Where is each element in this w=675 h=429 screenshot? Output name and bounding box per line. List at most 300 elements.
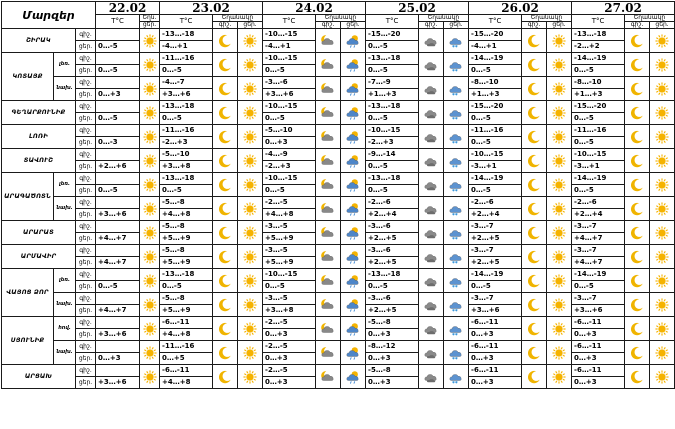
temp-day: +3…+6	[572, 305, 625, 317]
sun-icon	[140, 317, 160, 341]
moon-icon	[213, 77, 238, 101]
header-row-dates	[2, 2, 675, 15]
region-name: ԼՈՌԻ	[2, 125, 76, 149]
svg-text:✱✱: ✱✱	[452, 116, 458, 121]
temp-label: T°C	[160, 15, 213, 29]
temp-night	[96, 197, 140, 209]
temp-night: -2…-5	[263, 197, 316, 209]
temp-day: 0…-5	[160, 113, 213, 125]
temp-day: 0…+3	[263, 353, 316, 365]
temp-night: -5…-8	[160, 221, 213, 233]
cloud-icon	[419, 221, 444, 245]
temp-day: +3…+6	[469, 305, 522, 317]
temp-night: -11…-16	[469, 125, 522, 137]
moon-icon	[625, 29, 650, 53]
day-label: ցեր.	[76, 209, 96, 221]
moon-icon	[213, 29, 238, 53]
moon-icon	[522, 53, 547, 77]
temp-day: 0…-5	[96, 41, 140, 53]
temp-day: 0…-5	[366, 113, 419, 125]
moon-icon	[213, 269, 238, 293]
temp-night: -5…-8	[160, 293, 213, 305]
weather-label: Եղանակը	[316, 15, 366, 22]
moon-icon	[522, 101, 547, 125]
region-name: ԿՈՏԱՅՔ	[2, 53, 54, 101]
temp-day: +2…+5	[366, 305, 419, 317]
date-header: 22.02	[96, 2, 160, 15]
day-label: ցեր.	[76, 329, 96, 341]
day-label: ցեր.	[76, 281, 96, 293]
temp-night: -2…-5	[263, 365, 316, 377]
temp-night: -3…-5	[263, 245, 316, 257]
temp-day: +4…+8	[263, 209, 316, 221]
temp-day: +4…+7	[96, 305, 140, 317]
temp-night: -15…-20	[572, 101, 625, 113]
day-label: ցեր.	[76, 113, 96, 125]
sun-icon	[238, 149, 263, 173]
cloudsun-rain-icon	[341, 53, 366, 77]
temp-day: 0…+3	[366, 353, 419, 365]
forecast-row-night	[2, 53, 675, 65]
temp-day: +2…+6	[96, 161, 140, 173]
sun-icon	[140, 77, 160, 101]
sun-icon	[547, 365, 572, 389]
temp-day: +4…+7	[96, 257, 140, 269]
temp-day: -2…+2	[572, 41, 625, 53]
night-label: գիշ.	[76, 221, 96, 233]
temp-night: -5…-8	[160, 197, 213, 209]
temp-day: +1…+3	[572, 89, 625, 101]
moon-icon	[213, 173, 238, 197]
date-header: 24.02	[263, 2, 366, 15]
temp-day: 0…-5	[469, 113, 522, 125]
weather-label: Եղանակը	[419, 15, 469, 22]
night-label: գիշ.	[76, 125, 96, 137]
temp-night: -3…-7	[469, 221, 522, 233]
sun-icon	[140, 197, 160, 221]
temp-day: 0…-5	[96, 281, 140, 293]
temp-night: -2…-6	[572, 197, 625, 209]
weather-label: Եղանակը	[213, 15, 263, 22]
temp-day: 0…-5	[160, 281, 213, 293]
sun-icon	[140, 269, 160, 293]
sun-icon	[238, 77, 263, 101]
sun-icon	[650, 245, 675, 269]
cloudsun-rain-icon	[341, 101, 366, 125]
date-header: 27.02	[572, 2, 675, 15]
cloudsnow-icon	[444, 101, 469, 125]
temp-night	[96, 53, 140, 65]
cloudsnow-icon	[444, 77, 469, 101]
sun-icon	[238, 269, 263, 293]
svg-text:✱✱: ✱✱	[452, 260, 458, 265]
moon-icon	[213, 365, 238, 389]
temp-night: -4…-9	[263, 149, 316, 161]
sun-icon	[140, 53, 160, 77]
forecast-row-night	[2, 269, 675, 281]
temp-day: +2…+5	[469, 233, 522, 245]
temp-night: -10…-15	[263, 101, 316, 113]
temp-day: 0…-5	[263, 185, 316, 197]
subregion-name: հով.	[54, 317, 76, 341]
moon-icon	[522, 173, 547, 197]
moon-icon	[625, 341, 650, 365]
temp-night	[96, 365, 140, 377]
moon-icon	[625, 53, 650, 77]
temp-day: 0…-5	[366, 65, 419, 77]
temp-day: +4…+7	[96, 233, 140, 245]
day-label: ցեր.	[238, 22, 263, 29]
cloudsnow-icon	[444, 221, 469, 245]
forecast-row-night	[2, 341, 675, 353]
day-label: ցեր.	[76, 185, 96, 197]
sun-icon	[238, 317, 263, 341]
temp-night: -6…-11	[160, 365, 213, 377]
temp-night: -6…-11	[160, 317, 213, 329]
sun-icon	[140, 101, 160, 125]
temp-night: -14…-19	[469, 173, 522, 185]
day-label: ցեր.	[547, 22, 572, 29]
temp-night: -3…-6	[366, 221, 419, 233]
svg-text:✱✱: ✱✱	[452, 308, 458, 313]
temp-night: -6…-11	[572, 341, 625, 353]
sun-icon	[238, 173, 263, 197]
sun-icon	[547, 221, 572, 245]
cloudsun-rain-icon	[341, 77, 366, 101]
svg-text:✱✱: ✱✱	[452, 44, 458, 49]
cloud-icon	[419, 149, 444, 173]
pcloud-icon	[316, 317, 341, 341]
sun-icon	[650, 221, 675, 245]
forecast-row-night	[2, 149, 675, 161]
moon-icon	[213, 245, 238, 269]
temp-day: +5…+9	[160, 257, 213, 269]
night-label: գիշ.	[76, 365, 96, 377]
moon-icon	[522, 221, 547, 245]
temp-day: 0…+3	[263, 137, 316, 149]
sun-icon	[140, 365, 160, 389]
sun-icon	[140, 245, 160, 269]
sun-icon	[650, 125, 675, 149]
cloudsun-rain-icon	[341, 173, 366, 197]
sun-icon	[650, 29, 675, 53]
region-name: ՍՅՈՒՆԻՔ	[2, 317, 54, 365]
temp-label: T°C	[263, 15, 316, 29]
temp-day: 0…-3	[96, 137, 140, 149]
day-label: ցեր.	[444, 22, 469, 29]
temp-night: -14…-19	[572, 53, 625, 65]
forecast-row-night	[2, 125, 675, 137]
temp-day: 0…+3	[263, 377, 316, 389]
temp-label: T°C	[366, 15, 419, 29]
temp-night	[96, 173, 140, 185]
temp-night: -13…-18	[160, 101, 213, 113]
sun-icon	[650, 53, 675, 77]
cloudsun-rain-icon	[341, 317, 366, 341]
temp-day: 0…-5	[469, 65, 522, 77]
forecast-row-night	[2, 77, 675, 89]
moon-icon	[213, 125, 238, 149]
moon-icon	[522, 269, 547, 293]
temp-day: 0…-5	[469, 281, 522, 293]
moon-icon	[213, 101, 238, 125]
date-header: 25.02	[366, 2, 469, 15]
temp-night: -14…-19	[469, 53, 522, 65]
moon-icon	[625, 221, 650, 245]
sun-icon	[140, 173, 160, 197]
temp-day: +2…+5	[366, 257, 419, 269]
sun-icon	[547, 101, 572, 125]
temp-day: 0…-5	[572, 113, 625, 125]
sun-icon	[547, 149, 572, 173]
temp-night	[96, 77, 140, 89]
sun-icon	[238, 341, 263, 365]
temp-night: -3…-7	[469, 293, 522, 305]
sun-icon	[650, 365, 675, 389]
sun-icon	[140, 125, 160, 149]
sun-icon	[547, 53, 572, 77]
temp-night: -11…-16	[160, 53, 213, 65]
temp-day: +1…+3	[366, 89, 419, 101]
temp-label: T°C	[572, 15, 625, 29]
cloudsnow-icon	[444, 317, 469, 341]
moon-icon	[625, 197, 650, 221]
temp-day: -4…+1	[160, 41, 213, 53]
sun-icon	[238, 245, 263, 269]
svg-text:✱✱: ✱✱	[452, 68, 458, 73]
pcloud-icon	[316, 245, 341, 269]
temp-night: -5…-10	[160, 149, 213, 161]
pcloud-icon	[316, 149, 341, 173]
sun-icon	[547, 293, 572, 317]
temp-day: 0…+3	[263, 329, 316, 341]
pcloud-icon	[316, 101, 341, 125]
sun-icon	[547, 245, 572, 269]
moon-icon	[522, 29, 547, 53]
temp-day: +5…+9	[263, 257, 316, 269]
temp-night: -14…-19	[572, 173, 625, 185]
night-label: գիշ.	[76, 101, 96, 113]
temp-day: -3…+1	[572, 161, 625, 173]
temp-night: -3…-7	[572, 221, 625, 233]
temp-day: +3…+8	[160, 161, 213, 173]
temp-night: -15…-20	[469, 29, 522, 41]
cloudsnow-icon	[444, 149, 469, 173]
moon-icon	[625, 101, 650, 125]
temp-day: +3…+6	[263, 89, 316, 101]
subregion-name: նախ.	[54, 197, 76, 221]
temp-day: 0…-5	[263, 281, 316, 293]
day-label: ցեր.	[76, 257, 96, 269]
temp-day: 0…-5	[572, 185, 625, 197]
sun-icon	[650, 149, 675, 173]
sun-icon	[547, 341, 572, 365]
region-name: ՇԻՐԱԿ	[2, 29, 76, 53]
moon-icon	[625, 317, 650, 341]
temp-night: -3…-6	[263, 77, 316, 89]
sun-icon	[650, 173, 675, 197]
cloud-icon	[419, 173, 444, 197]
cloudsnow-icon	[444, 365, 469, 389]
temp-day: 0…-5	[366, 41, 419, 53]
temp-night: -14…-19	[469, 269, 522, 281]
temp-night: -3…-7	[469, 245, 522, 257]
temp-day: 0…+3	[469, 377, 522, 389]
forecast-row-night	[2, 365, 675, 377]
day-label: ցեր.	[76, 377, 96, 389]
temp-day: -2…+3	[366, 137, 419, 149]
sun-icon	[650, 293, 675, 317]
region-name: ԳԵՂԱՐՔՈՒՆԻՔ	[2, 101, 76, 125]
temp-night: -2…-6	[366, 197, 419, 209]
temp-day: +1…+3	[469, 89, 522, 101]
svg-text:✱✱: ✱✱	[452, 188, 458, 193]
temp-day: +3…+6	[96, 209, 140, 221]
moon-icon	[522, 149, 547, 173]
forecast-row-night	[2, 197, 675, 209]
temp-label: T°C	[96, 15, 140, 29]
cloudsnow-icon	[444, 341, 469, 365]
cloudsun-rain-icon	[341, 149, 366, 173]
temp-night: -15…-20	[366, 29, 419, 41]
night-label: գիշ.	[76, 77, 96, 89]
forecast-row-night	[2, 29, 675, 41]
temp-day: +2…+5	[366, 233, 419, 245]
temp-day: 0…+3	[469, 353, 522, 365]
temp-day: -2…+3	[263, 161, 316, 173]
sun-icon	[238, 365, 263, 389]
temp-day: +4…+8	[160, 377, 213, 389]
temp-day: 0…-5	[572, 281, 625, 293]
svg-text:✱✱: ✱✱	[452, 284, 458, 289]
moon-icon	[625, 173, 650, 197]
temp-night: -5…-8	[366, 365, 419, 377]
cloud-icon	[419, 77, 444, 101]
temp-day: +2…+4	[572, 209, 625, 221]
night-label: գիշ.	[76, 341, 96, 353]
pcloud-icon	[316, 221, 341, 245]
forecast-row-night	[2, 221, 675, 233]
forecast-row-night	[2, 101, 675, 113]
subregion-name: լեռ.	[54, 53, 76, 77]
temp-night: -3…-6	[366, 293, 419, 305]
pcloud-icon	[316, 341, 341, 365]
night-label: գիշ.	[76, 317, 96, 329]
region-name: ԱՐԱԳԱԾՈՏՆ	[2, 173, 54, 221]
cloudsun-rain-icon	[341, 293, 366, 317]
forecast-row-night	[2, 293, 675, 305]
temp-night: -3…-5	[263, 221, 316, 233]
day-label: ցեր.	[76, 65, 96, 77]
subregion-name: նախ.	[54, 341, 76, 365]
temp-day: 0…-5	[366, 185, 419, 197]
cloudsnow-icon	[444, 293, 469, 317]
day-label: ցեր.	[76, 233, 96, 245]
sun-icon	[547, 317, 572, 341]
temp-day: 0…+3	[572, 329, 625, 341]
temp-night: -9…-14	[366, 149, 419, 161]
pcloud-icon	[316, 125, 341, 149]
temp-night	[96, 125, 140, 137]
night-label: գիշ.	[76, 149, 96, 161]
cloudsun-rain-icon	[341, 245, 366, 269]
temp-day: 0…-5	[160, 185, 213, 197]
temp-night: -11…-16	[572, 125, 625, 137]
temp-day: 0…+3	[366, 329, 419, 341]
cloud-icon	[419, 29, 444, 53]
temp-day: 0…+3	[572, 377, 625, 389]
sun-icon	[238, 125, 263, 149]
sun-icon	[650, 341, 675, 365]
cloudsnow-icon	[444, 197, 469, 221]
temp-day: +3…+6	[96, 377, 140, 389]
temp-night: -3…-5	[263, 293, 316, 305]
temp-night: -13…-18	[160, 269, 213, 281]
sun-icon	[140, 221, 160, 245]
temp-night: -6…-11	[572, 317, 625, 329]
moon-icon	[625, 269, 650, 293]
night-label: գիշ.	[522, 22, 547, 29]
temp-day: -4…+1	[263, 41, 316, 53]
sun-icon	[238, 221, 263, 245]
temp-night	[96, 101, 140, 113]
sun-icon	[650, 269, 675, 293]
moon-icon	[522, 125, 547, 149]
svg-text:✱✱: ✱✱	[452, 212, 458, 217]
pcloud-icon	[316, 77, 341, 101]
temp-night: -10…-15	[366, 125, 419, 137]
night-label: գիշ.	[76, 197, 96, 209]
temp-night	[96, 317, 140, 329]
night-label: գիշ.	[76, 29, 96, 41]
temp-night: -3…-7	[572, 245, 625, 257]
svg-text:✱✱: ✱✱	[452, 380, 458, 385]
temp-day: +5…+9	[263, 233, 316, 245]
day-label: ցեր.	[650, 22, 675, 29]
moon-icon	[213, 317, 238, 341]
pcloud-icon	[316, 269, 341, 293]
date-header: 23.02	[160, 2, 263, 15]
svg-text:✱✱: ✱✱	[452, 164, 458, 169]
temp-day: 0…+3	[469, 329, 522, 341]
moon-icon	[522, 245, 547, 269]
cloudsun-rain-icon	[341, 221, 366, 245]
temp-day: 0…-5	[366, 281, 419, 293]
sun-icon	[140, 293, 160, 317]
temp-night: -13…-18	[572, 29, 625, 41]
svg-text:✱✱: ✱✱	[452, 92, 458, 97]
temp-day: -4…+1	[469, 41, 522, 53]
temp-day: +2…+5	[469, 257, 522, 269]
temp-night: -4…-7	[160, 77, 213, 89]
day-label: ցեր.	[76, 137, 96, 149]
sun-icon	[547, 197, 572, 221]
day-label: ցեր.	[76, 41, 96, 53]
night-label: գիշ.	[419, 22, 444, 29]
temp-night: -10…-15	[263, 53, 316, 65]
forecast-row-night	[2, 245, 675, 257]
cloudsnow-icon	[444, 173, 469, 197]
weather-label: Եղն.	[140, 15, 160, 22]
moon-icon	[213, 341, 238, 365]
subregion-name: լեռ.	[54, 269, 76, 293]
cloud-icon	[419, 269, 444, 293]
cloudsun-rain-icon	[341, 29, 366, 53]
svg-text:✱✱: ✱✱	[452, 140, 458, 145]
pcloud-icon	[316, 365, 341, 389]
temp-night: -3…-6	[366, 245, 419, 257]
cloud-icon	[419, 101, 444, 125]
